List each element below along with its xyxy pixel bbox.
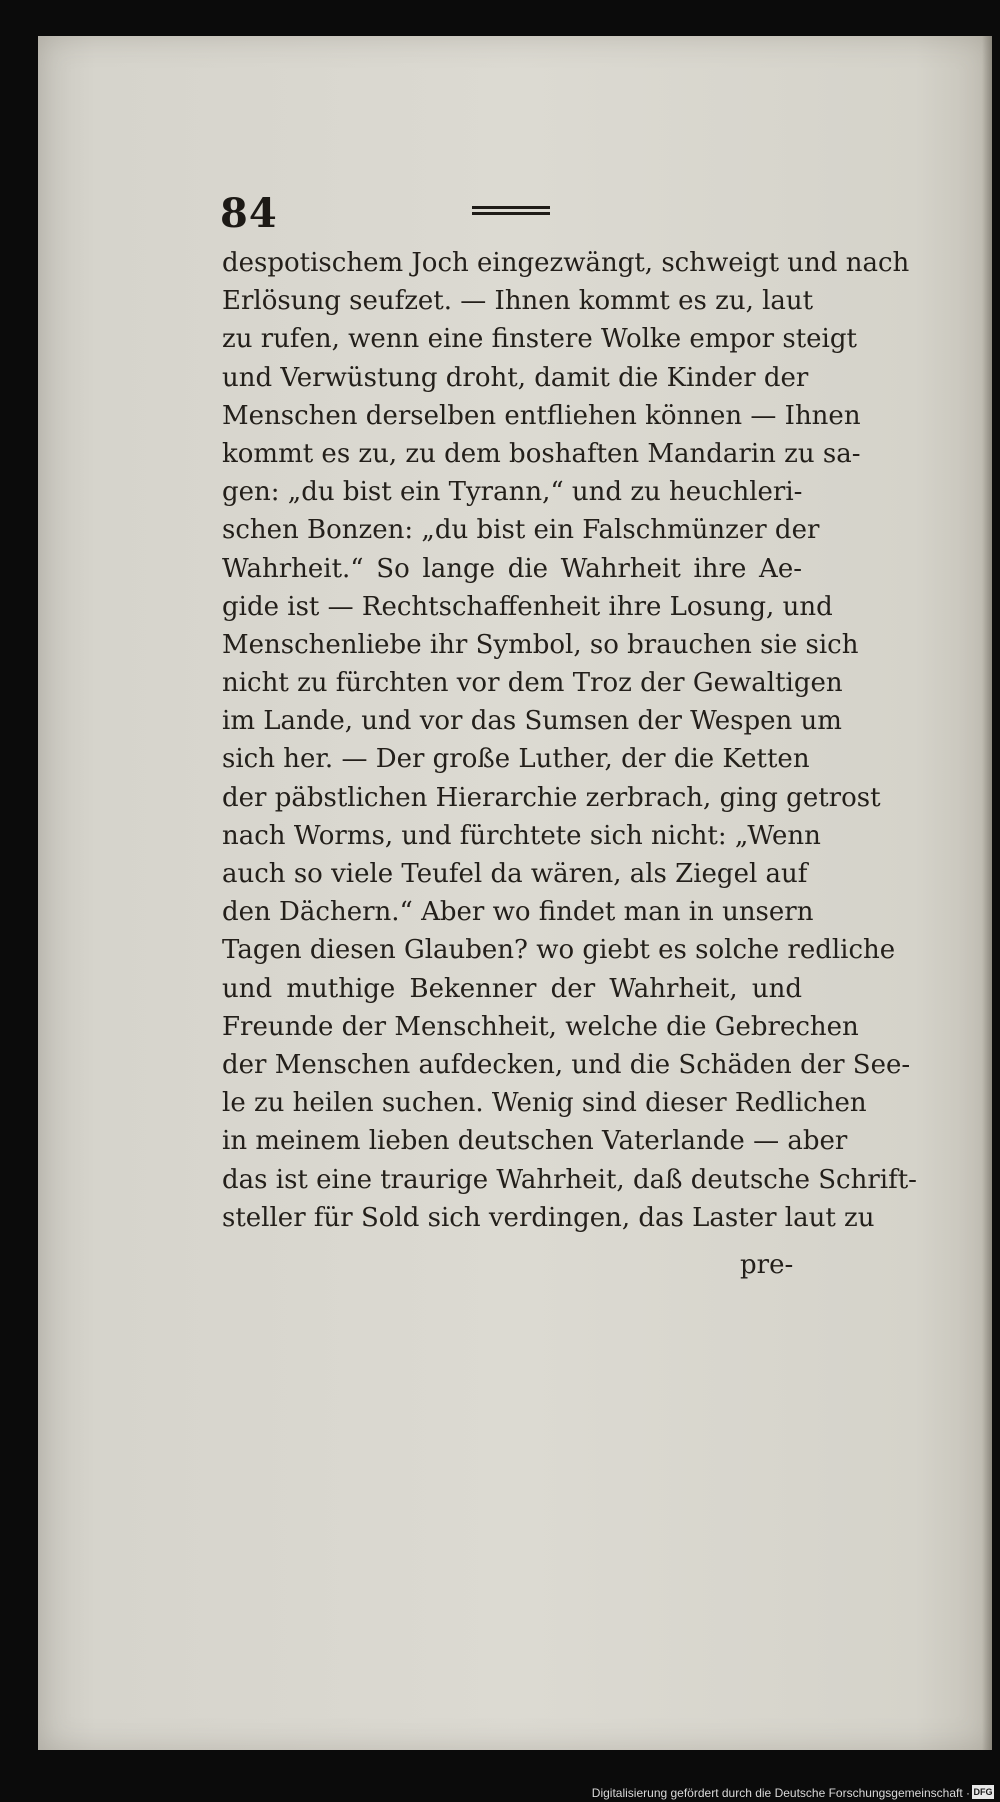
text-line: Tagen diesen Glauben? wo giebt es solche redliche: [222, 935, 896, 966]
text-line: das ist eine traurige Wahrheit, daß deutsche Schrift-: [222, 1164, 917, 1195]
text-line: le zu heilen suchen. Wenig sind dieser Redlichen: [222, 1088, 867, 1119]
text-line: zu rufen, wenn eine finstere Wolke empor steigt: [222, 324, 857, 355]
text-line: und Verwüstung droht, damit die Kinder der: [222, 362, 809, 393]
page-edge-shadow: [982, 36, 992, 1750]
text-line: Wahrheit.“ So lange die Wahrheit ihre Ae-: [222, 553, 802, 584]
text-line: der Menschen aufdecken, und die Schäden der See-: [222, 1049, 911, 1080]
text-line: der päbstlichen Hierarchie zerbrach, ging getrost: [222, 782, 881, 813]
text-line: Menschen derselben entfliehen können — Ihnen: [222, 400, 861, 431]
text-line: in meinem lieben deutschen Vaterlande — aber: [222, 1126, 848, 1157]
text-line: kommt es zu, zu dem boshaften Mandarin zu sa-: [222, 438, 861, 469]
text-line: und muthige Bekenner der Wahrheit, und: [222, 973, 802, 1004]
text-line: Erlösung seufzet. — Ihnen kommt es zu, laut: [222, 286, 814, 317]
text-line: Menschenliebe ihr Symbol, so brauchen sie sich: [222, 629, 859, 660]
text-line: Freunde der Menschheit, welche die Gebrechen: [222, 1011, 859, 1042]
text-line: despotischem Joch eingezwängt, schweigt und nach: [222, 248, 910, 278]
text-line: nach Worms, und fürchtete sich nicht: „Wenn: [222, 820, 821, 851]
header-ornament-rule: [472, 206, 550, 218]
text-line: schen Bonzen: „du bist ein Falschmünzer der: [222, 515, 820, 546]
catchword: pre-: [740, 1250, 794, 1280]
text-line: auch so viele Teufel da wären, als Ziegel auf: [222, 859, 808, 889]
text-line: gide ist — Rechtschaffenheit ihre Losung, und: [222, 591, 833, 622]
digitization-credit: Digitalisierung gefördert durch die Deutsche Forschungsgemeinschaft ·: [591, 1786, 970, 1800]
text-line: steller für Sold sich verdingen, das Laster laut zu: [222, 1202, 875, 1233]
page-header: [220, 190, 820, 240]
text-line: gen: „du bist ein Tyrann,“ und zu heuchleri-: [222, 477, 803, 508]
text-line: sich her. — Der große Luther, der die Ketten: [222, 744, 810, 775]
dfg-logo: DFG: [973, 1787, 993, 1797]
text-line: im Lande, und vor das Sumsen der Wespen um: [222, 706, 842, 737]
text-line: nicht zu fürchten vor dem Troz der Gewaltigen: [222, 668, 843, 699]
text-line: den Dächern.“ Aber wo findet man in unsern: [222, 897, 814, 928]
page-number: 84: [220, 190, 278, 237]
body-text: [222, 244, 917, 1237]
